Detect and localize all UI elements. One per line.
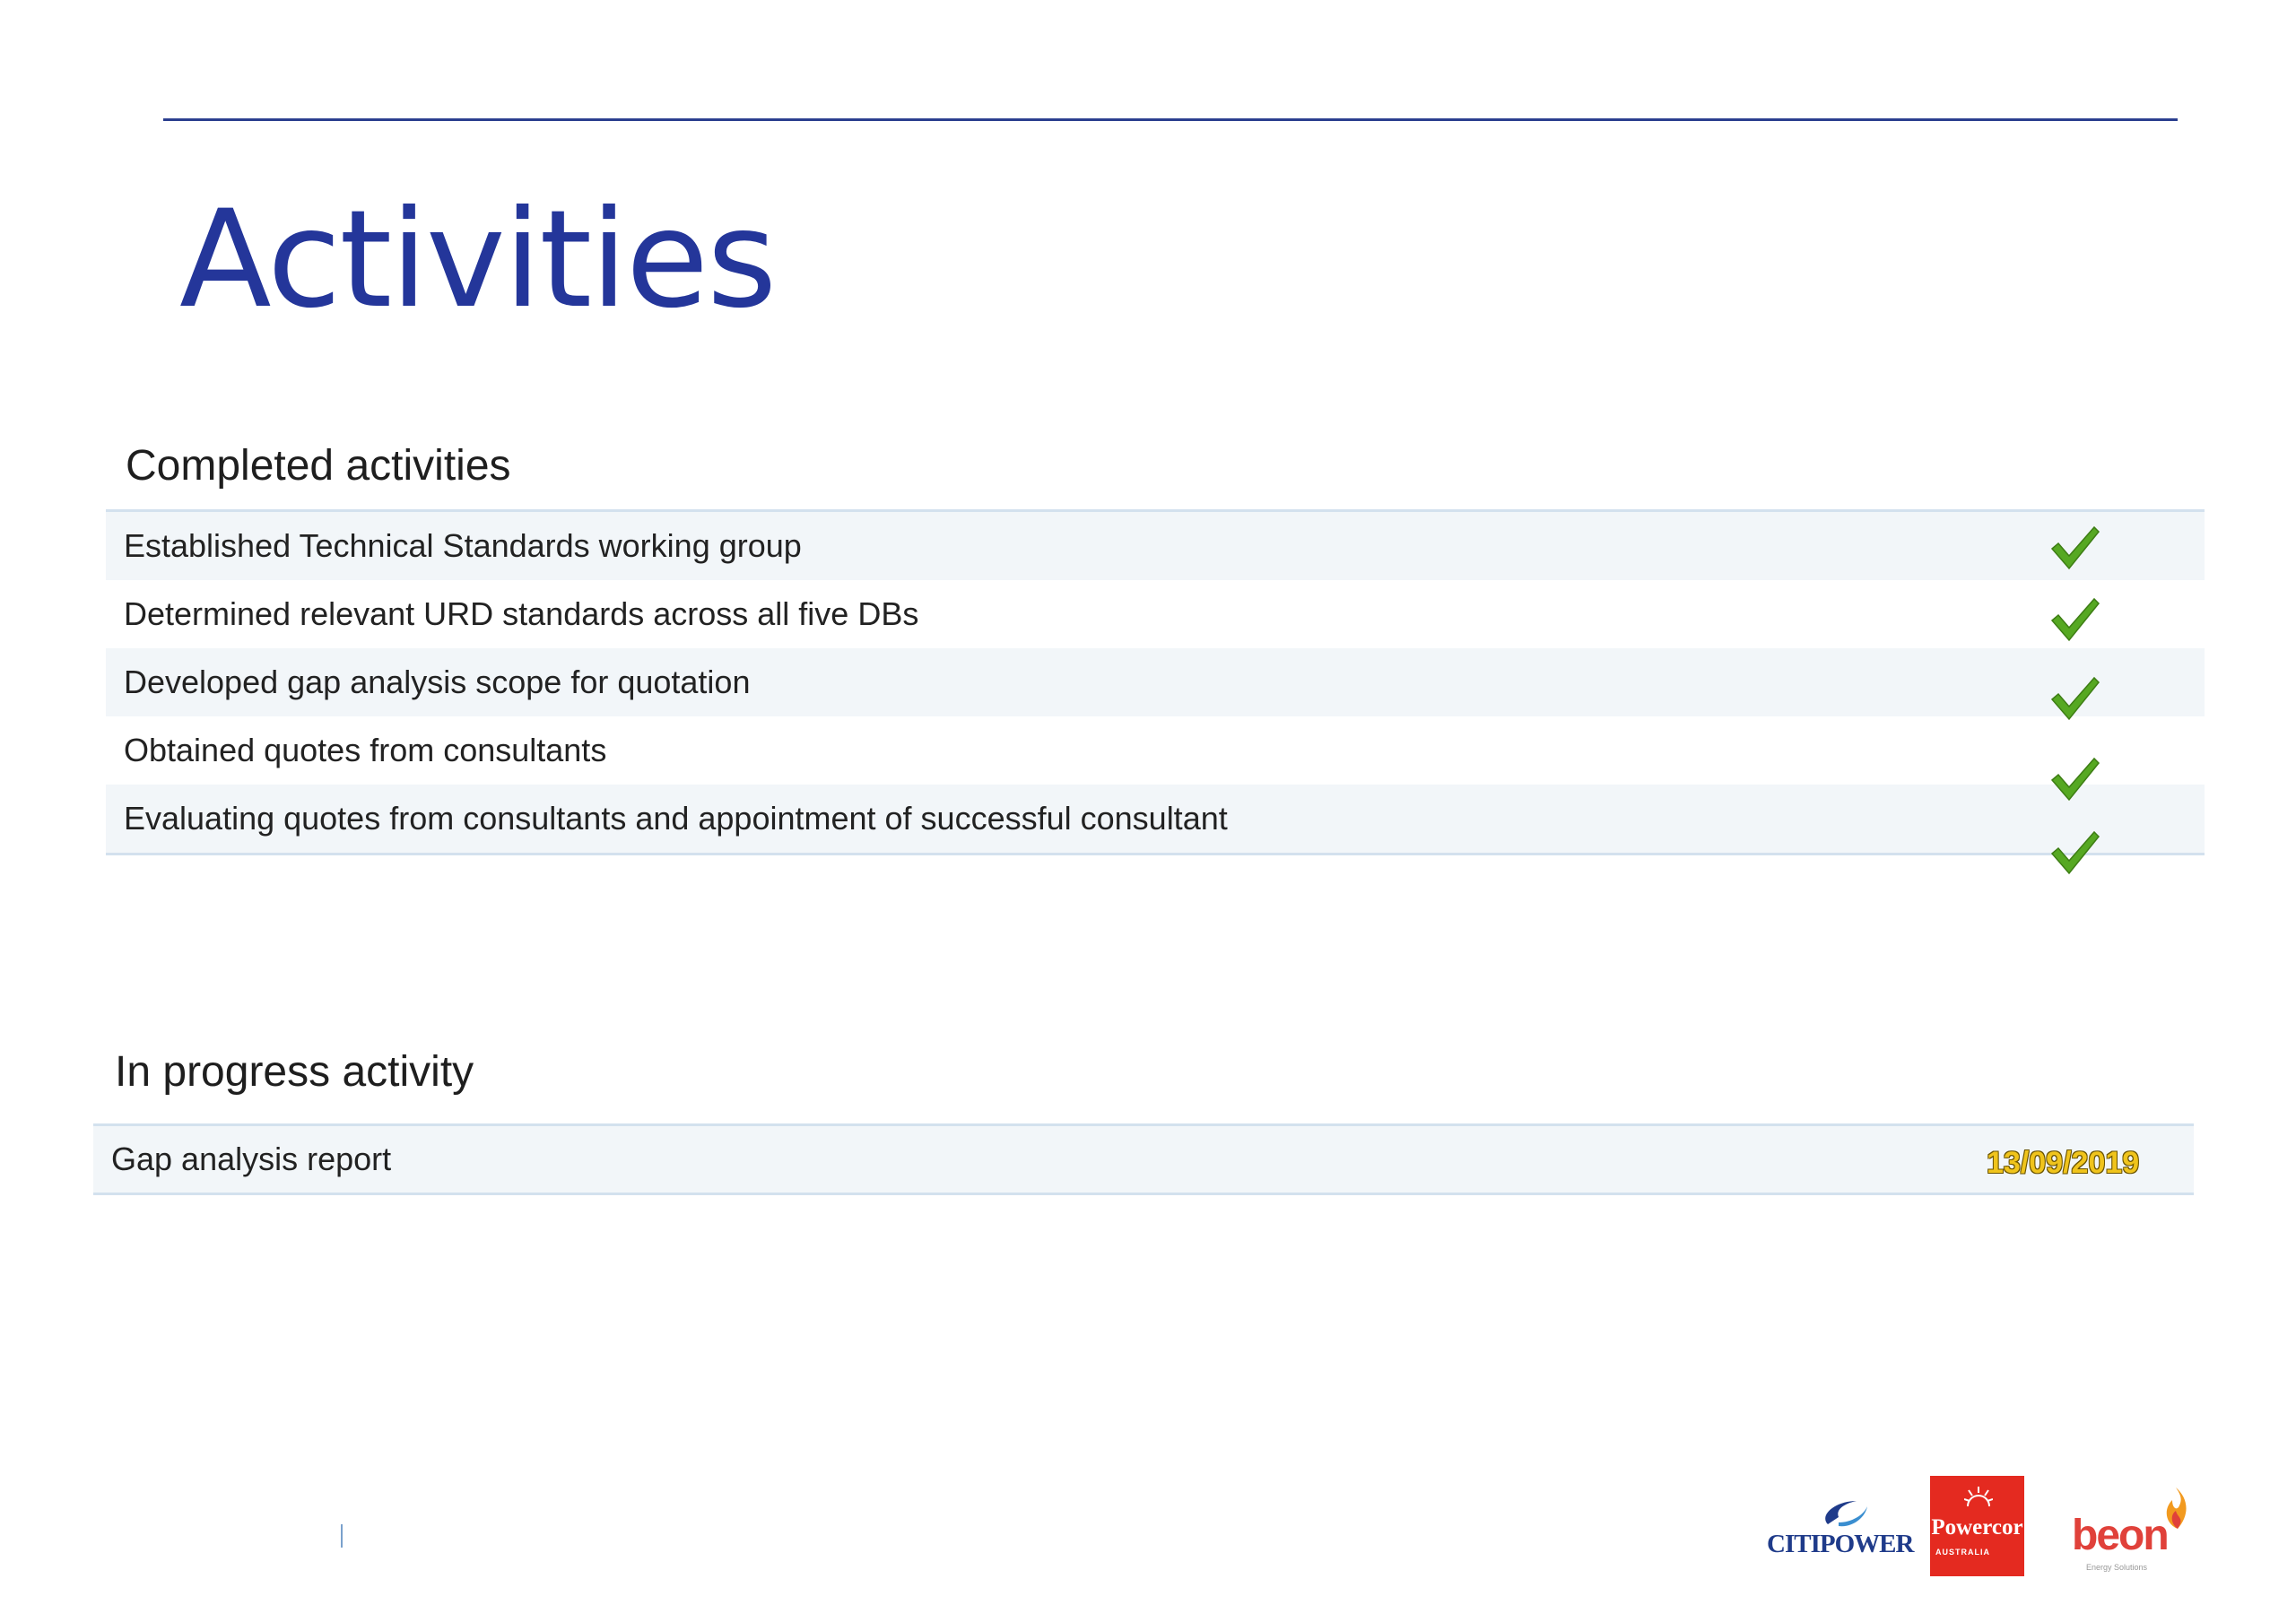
top-divider bbox=[163, 118, 2178, 121]
due-date: 13/09/2019 bbox=[1987, 1146, 2140, 1180]
check-icon bbox=[2049, 828, 2101, 875]
table-row bbox=[106, 785, 2205, 853]
in-progress-heading: In progress activity bbox=[115, 1048, 474, 1096]
beon-subtext: Energy Solutions bbox=[2086, 1563, 2148, 1572]
row-label: Gap analysis report bbox=[111, 1141, 392, 1177]
beon-wordmark: beon bbox=[2072, 1512, 2168, 1559]
citipower-logo bbox=[1767, 1496, 1914, 1558]
powercor-subtext: AUSTRALIA bbox=[1935, 1548, 1990, 1557]
check-icon bbox=[2049, 595, 2101, 642]
powercor-logo bbox=[1930, 1476, 2024, 1576]
swoosh-icon bbox=[1812, 1496, 1874, 1531]
row-label: Determined relevant URD standards across all five DBs bbox=[124, 595, 919, 632]
row-label: Obtained quotes from consultants bbox=[124, 732, 607, 768]
citipower-wordmark: CITIPOWER bbox=[1767, 1530, 1914, 1558]
table-row bbox=[93, 1126, 2194, 1193]
page-title: Activities bbox=[179, 182, 776, 338]
in-progress-table bbox=[93, 1123, 2194, 1195]
check-icon bbox=[2049, 674, 2101, 721]
row-label: Evaluating quotes from consultants and appointment of successful consultant bbox=[124, 800, 1228, 837]
check-icon bbox=[2049, 755, 2101, 802]
table-row bbox=[106, 648, 2205, 716]
page-number-divider bbox=[341, 1524, 343, 1548]
table-row bbox=[106, 512, 2205, 580]
row-label: Established Technical Standards working group bbox=[124, 527, 802, 564]
table-row bbox=[106, 716, 2205, 785]
sun-icon bbox=[1964, 1485, 1993, 1508]
completed-table bbox=[106, 509, 2205, 855]
beon-logo bbox=[2072, 1484, 2197, 1578]
completed-heading: Completed activities bbox=[126, 442, 511, 490]
check-icon bbox=[2049, 524, 2101, 570]
table-row bbox=[106, 580, 2205, 648]
powercor-wordmark: Powercor bbox=[1931, 1515, 2023, 1540]
row-label: Developed gap analysis scope for quotation bbox=[124, 664, 751, 700]
